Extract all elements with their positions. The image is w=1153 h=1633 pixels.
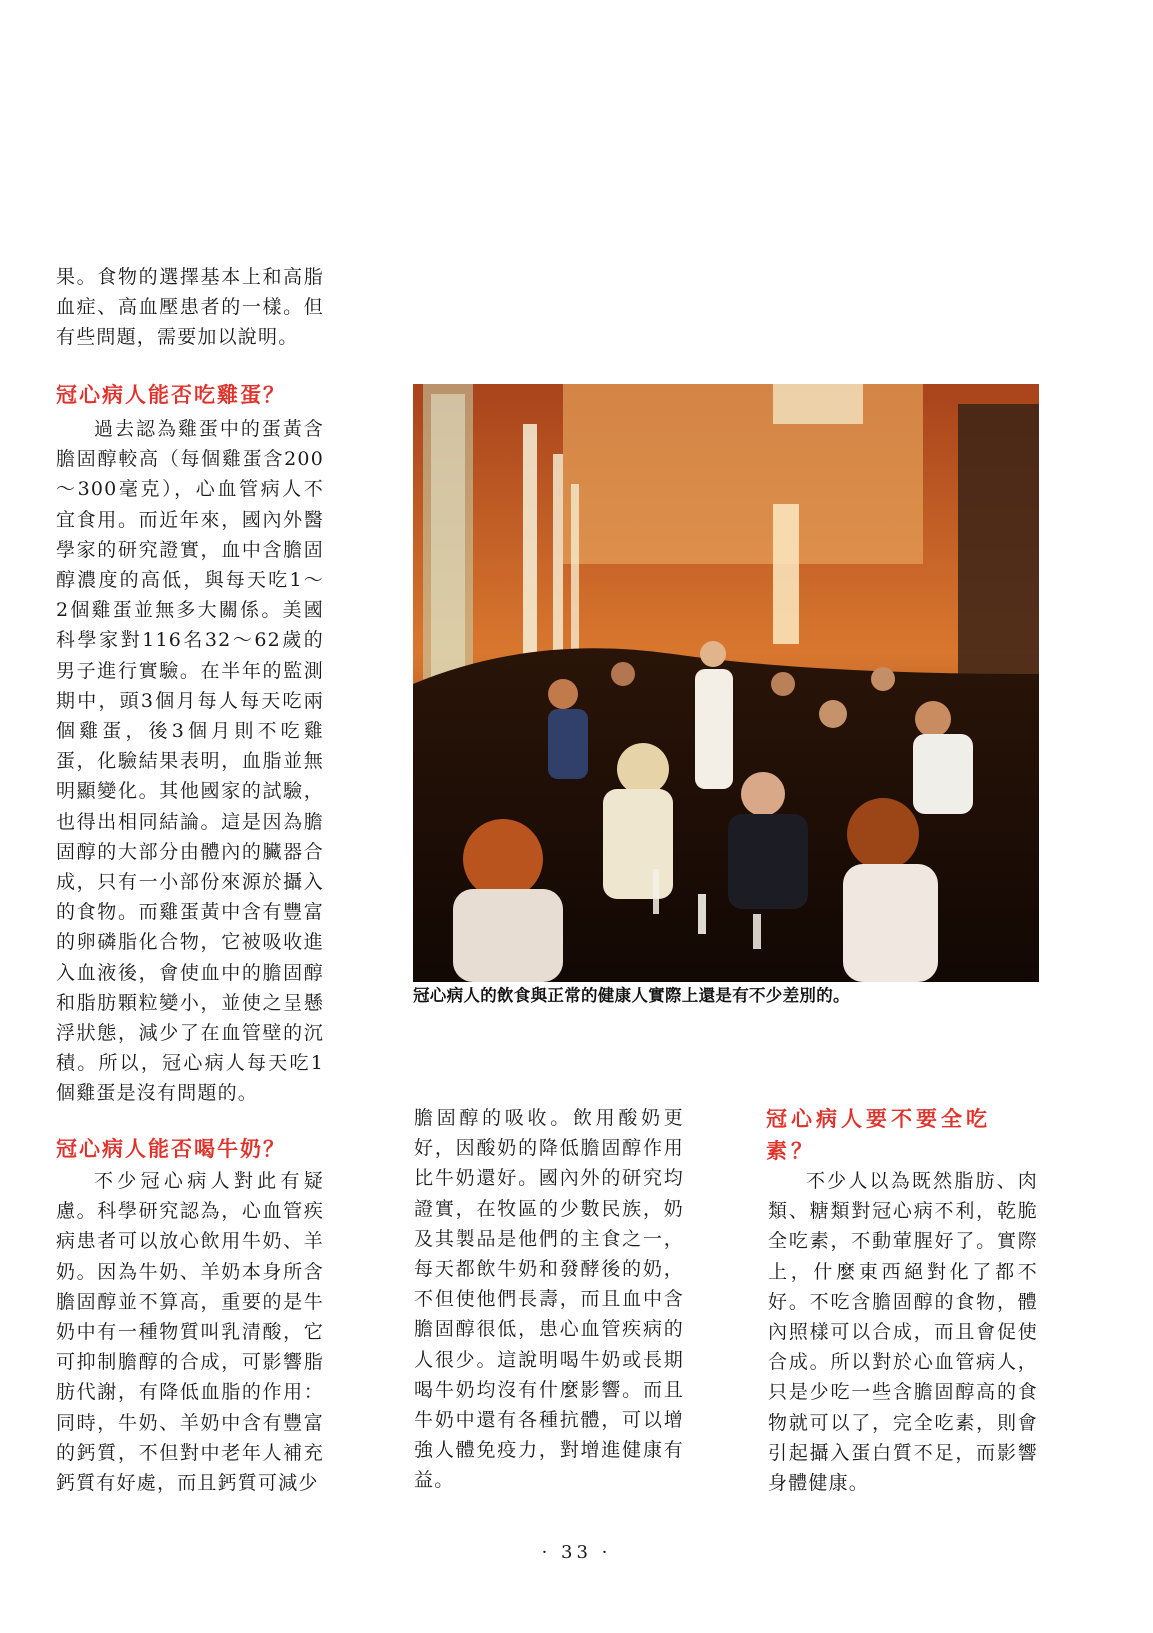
column2-paragraph: 膽固醇的吸收。飲用酸奶更好，因酸奶的降低膽固醇作用比牛奶還好。國內外的研究均證實，在牧區的少數民族，奶及其製品是他們的主食之一，每天都飲牛奶和發酵後的奶，不但使他們長壽，而且血中含膽固醇很低，患心血管疾病的人很少。這說明喝牛奶或長期喝牛奶均沒有什麼影響。而且牛奶中還有各種抗體，可以增強人體免疫力，對增進健康有益。 xyxy=(414,1107,684,1492)
section-body-milk: 不少冠心病人對此有疑慮。科學研究認為，心血管疾病患者可以放心飲用牛奶、羊奶。因為牛奶、羊奶本身所含膽固醇並不算高，重要的是牛奶中有一種物質叫乳清酸，它可抑制膽醇的合成，可影響脂肪代謝，有降低血脂的作用：同時，牛奶、羊奶中含有豐富的鈣質，不但對中老年人補充鈣質有好處，而且鈣質可減少 xyxy=(56,1170,324,1495)
photo-caption: 冠心病人的飲食與正常的健康人實際上還是有不少差別的。 xyxy=(413,986,850,1005)
intro-paragraph: 果。食物的選擇基本上和高脂血症、高血壓患者的一樣。但有些問題，需要加以說明。 xyxy=(56,266,324,349)
section-heading-vegetarian: 冠心病人要不要全吃素？ xyxy=(766,1107,991,1163)
restaurant-photo xyxy=(413,384,1039,982)
section-heading-eggs: 冠心病人能否吃雞蛋？ xyxy=(56,383,286,407)
page-number: · 33 · xyxy=(541,1542,612,1563)
section-body-vegetarian: 不少人以為既然脂肪、肉類、糖類對冠心病不利，乾脆全吃素，不動葷腥好了。實際上，什麼東西絕對化了都不好。不吃含膽固醇的食物，體內照樣可以合成，而且會促使合成。所以對於心血管病人，只是少吃一些含膽固醇高的食物就可以了，完全吃素，則會引起攝入蛋白質不足，而影響身體健康。 xyxy=(768,1170,1038,1495)
section-body-eggs: 過去認為雞蛋中的蛋黃含膽固醇較高（每個雞蛋含200～300毫克），心血管病人不宜食用。而近年來，國內外醫學家的研究證實，血中含膽固醇濃度的高低，與每天吃1～2個雞蛋並無多大關係。美國科學家對116名32～62歲的男子進行實驗。在半年的監測期中，頭3個月每人每天吃兩個雞蛋，後3個月則不吃雞蛋，化驗結果表明，血脂並無明顯變化。其他國家的試驗，也得出相同結論。這是因為膽固醇的大部分由體內的臟器合成，只有一小部份來源於攝入的食物。而雞蛋黃中含有豐富的卵磷脂化合物，它被吸收進入血液後，會使血中的膽固醇和脂肪顆粒變小，並使之呈懸浮狀態，減少了在血管壁的沉積。所以，冠心病人每天吃1個雞蛋是沒有問題的。 xyxy=(56,418,324,1105)
section-heading-milk: 冠心病人能否喝牛奶？ xyxy=(56,1137,286,1161)
